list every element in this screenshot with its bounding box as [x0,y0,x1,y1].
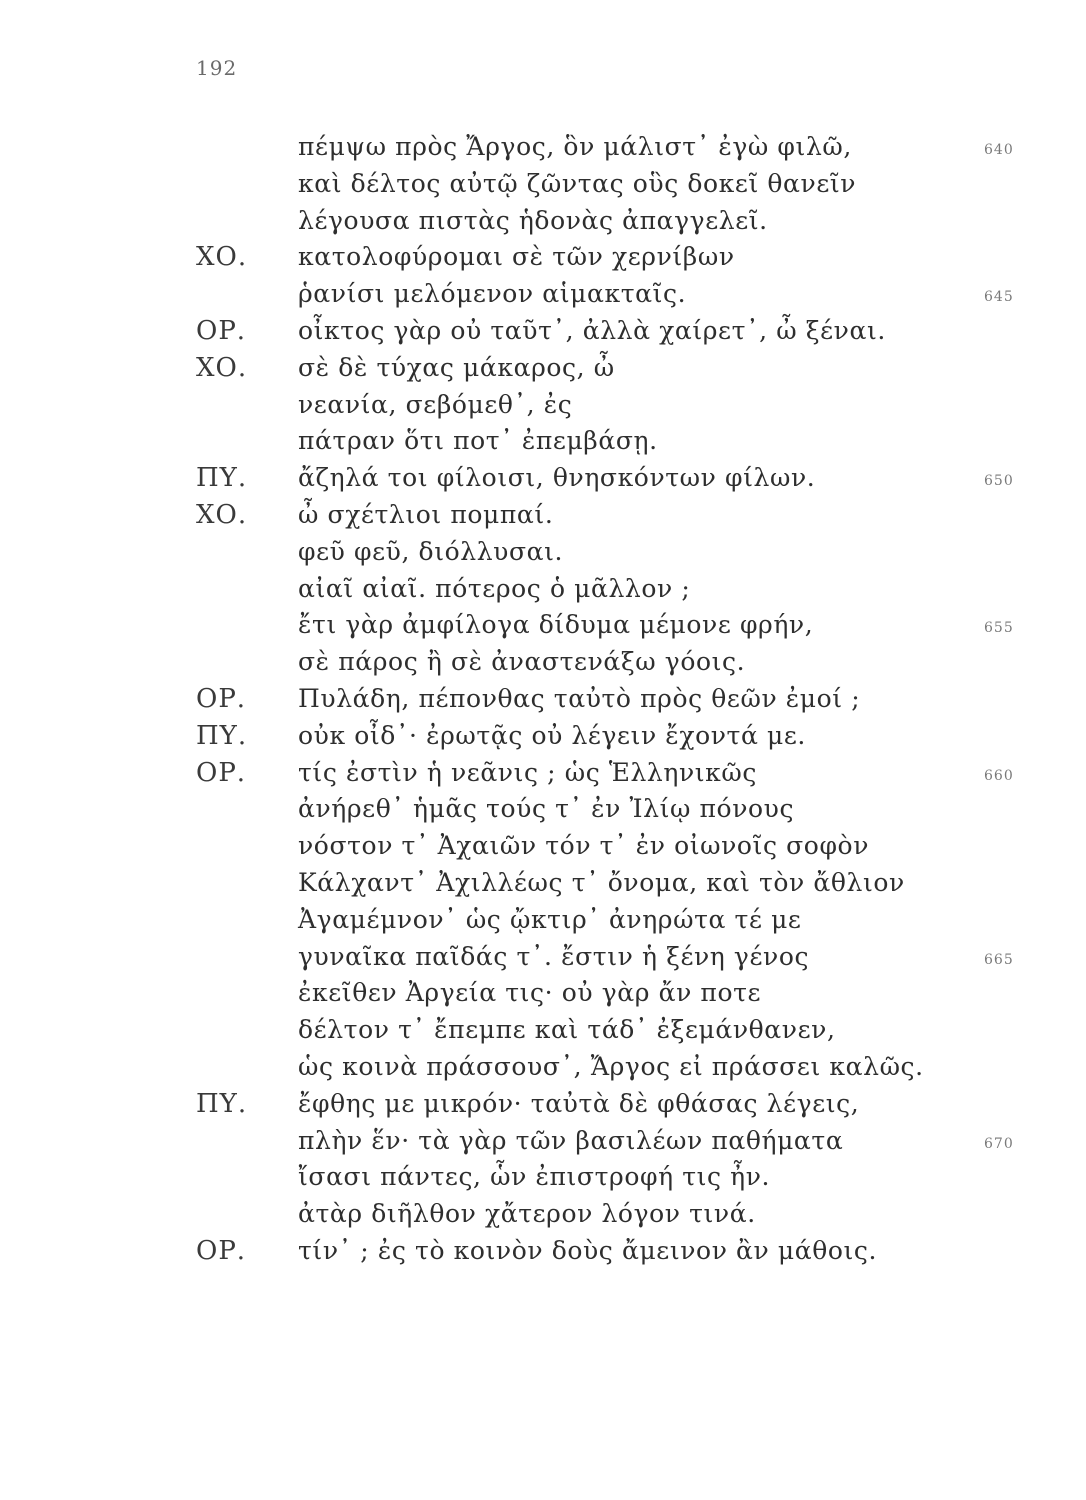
verse-line [0,390,1086,427]
verse-line [0,353,1086,390]
verse-line [0,647,1086,684]
verse-line [0,1199,1086,1236]
verse-text: οὐκ οἶδ᾽· ἐρωτᾷς οὐ λέγειν ἔχοντά με. [298,720,806,750]
verse-text: γυναῖκα παῖδάς τ᾽. ἔστιν ἡ ξένη γένος [298,941,810,971]
verse-text: Πυλάδη, πέπονθας ταὐτὸ πρὸς θεῶν ἐμοί ; [298,683,861,713]
verse-line [0,1052,1086,1089]
verse-text: καὶ δέλτος αὐτῷ ζῶντας οὓς δοκεῖ θανεῖν [298,168,857,198]
verse-text: πάτραν ὅτι ποτ᾽ ἐπεμβάσῃ. [298,426,658,456]
verse-text: ἴσασι πάντες, ὧν ἐπιστροφή τις ἦν. [298,1162,771,1192]
verse-text: ἔφθης με μικρόν· ταὐτὰ δὲ φθάσας λέγεις, [298,1088,860,1118]
speaker-label: ΟΡ. [196,1235,247,1266]
speaker-label: ΠΥ. [196,463,248,494]
verse-text: ἀτὰρ διῆλθον χἄτερον λόγον τινά. [298,1199,756,1229]
verse-text: Κάλχαντ᾽ Ἀχιλλέως τ᾽ ὄνομα, καὶ τὸν ἄθλιον [298,867,905,897]
verse-text: ἔτι γὰρ ἀμφίλογα δίδυμα μέμονε φρήν, [298,610,814,640]
speaker-label: ΟΡ. [196,315,247,346]
verse-line [0,942,1086,979]
verse-text: ῥανίσι μελόμενον αἱμακταῖς. [298,279,687,309]
speaker-label: ΠΥ. [196,1088,248,1119]
verse-block [0,132,1086,1273]
verse-line [0,794,1086,831]
speaker-label: ΟΡ. [196,683,247,714]
verse-line [0,1015,1086,1052]
verse-line [0,868,1086,905]
verse-line [0,463,1086,500]
verse-line [0,684,1086,721]
verse-text: τίν᾽ ; ἐς τὸ κοινὸν δοὺς ἄμεινον ἂν μάθοις. [298,1235,878,1265]
verse-text: νεανία, σεβόμεθ᾽, ἐς [298,389,573,419]
line-number: 650 [984,473,1014,490]
line-number: 665 [984,951,1014,968]
verse-line [0,1126,1086,1163]
verse-text: ἄζηλά τοι φίλοισι, θνησκόντων φίλων. [298,463,816,493]
verse-line [0,500,1086,537]
verse-line [0,574,1086,611]
page-number: 192 [196,56,238,80]
verse-text: φεῦ φεῦ, διόλλυσαι. [298,536,564,566]
verse-text: ὦ σχέτλιοι πομπαί. [298,499,554,529]
verse-text: τίς ἐστὶν ἡ νεᾶνις ; ὡς Ἑλληνικῶς [298,757,757,787]
verse-line [0,758,1086,795]
line-number: 660 [984,767,1014,784]
verse-text: πλὴν ἕν· τὰ γὰρ τῶν βασιλέων παθήματα [298,1125,844,1155]
verse-text: πέμψω πρὸς Ἄργος, ὃν μάλιστ᾽ ἐγὼ φιλῶ, [298,132,852,161]
speaker-label: ΟΡ. [196,757,247,788]
verse-text: νόστον τ᾽ Ἀχαιῶν τόν τ᾽ ἐν οἰωνοῖς σοφὸν [298,831,870,861]
verse-line [0,1089,1086,1126]
verse-text: Ἀγαμέμνον᾽ ὡς ᾤκτιρ᾽ ἀνηρώτα τέ με [298,904,802,934]
speaker-label: ΧΟ. [196,499,248,530]
verse-text: ἀνήρεθ᾽ ἡμᾶς τούς τ᾽ ἐν Ἰλίῳ πόνους [298,794,795,824]
verse-line [0,242,1086,279]
line-number: 645 [984,289,1014,306]
verse-line [0,905,1086,942]
line-number: 670 [984,1135,1014,1152]
verse-line [0,610,1086,647]
verse-line [0,426,1086,463]
verse-text: ἐκεῖθεν Ἀργεία τις· οὐ γὰρ ἄν ποτε [298,978,762,1008]
verse-line [0,132,1086,169]
verse-line [0,279,1086,316]
speaker-label: ΧΟ. [196,352,248,383]
verse-line [0,206,1086,243]
verse-line [0,169,1086,206]
verse-line [0,1236,1086,1273]
verse-line [0,721,1086,758]
speaker-label: ΠΥ. [196,720,248,751]
verse-text: οἶκτος γὰρ οὐ ταῦτ᾽, ἀλλὰ χαίρετ᾽, ὦ ξέναι. [298,315,886,345]
line-number: 640 [984,142,1014,158]
verse-text: σὲ πάρος ἢ σὲ ἀναστενάξω γόοις. [298,647,746,677]
verse-line [0,537,1086,574]
verse-text: κατολοφύρομαι σὲ τῶν χερνίβων [298,242,735,272]
verse-text: δέλτον τ᾽ ἔπεμπε καὶ τάδ᾽ ἐξεμάνθανεν, [298,1015,836,1045]
line-number: 655 [984,620,1014,637]
verse-text: σὲ δὲ τύχας μάκαρος, ὦ [298,352,615,382]
verse-line [0,316,1086,353]
verse-line [0,831,1086,868]
verse-text: ὡς κοινὰ πράσσουσ᾽, Ἄργος εἰ πράσσει καλῶς. [298,1051,924,1081]
verse-line [0,978,1086,1015]
verse-text: αἰαῖ αἰαῖ. πότερος ὁ μᾶλλον ; [298,573,691,603]
verse-text: λέγουσα πιστὰς ἡδονὰς ἀπαγγελεῖ. [298,205,768,235]
verse-line [0,1162,1086,1199]
speaker-label: ΧΟ. [196,242,248,273]
